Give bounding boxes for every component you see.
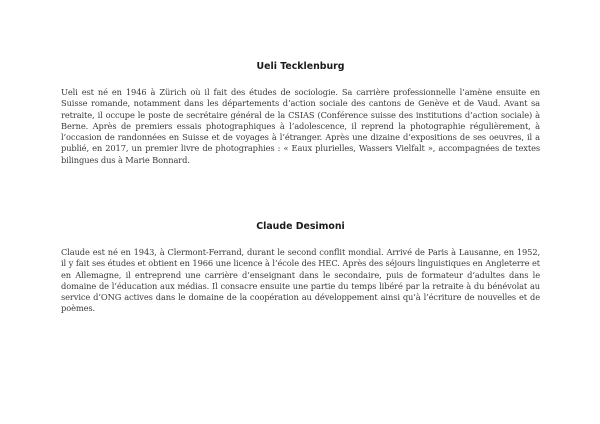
- bio-paragraph: Ueli est né en 1946 à Zürich où il fait des études de sociologie. Sa carrière professionnelle l’amène ensuite en Suisse romande, notamment dans les départements d’action sociale des cantons de Genève et de Vaud. Avant sa retraite, il occupe le poste de secrétaire général de la CSIAS (Conférence suisse des institutions d’action sociale) à Berne. Après de premiers essais photographiques à l’adolescence, il reprend la photographie régulièrement, à l’occasion de randonnées en Suisse et de voyages à l’étranger. Après une dizaine d’expositions de ses oeuvres, il a publié, en 2017, un premier livre de photographies : « Eaux plurielles, Wassers Vielfalt », accompagnées de textes bilingues dus à Marie Bonnard.: [61, 87, 540, 165]
- bio-paragraph: Claude est né en 1943, à Clermont-Ferrand, durant le second conflit mondial. Arrivé de Paris à Lausanne, en 1952, il y fait ses études et obtient en 1966 une licence à l’école des HEC. Après des séjours linguistiques en Angleterre et en Allemagne, il entreprend une carrière d’enseignant dans le secondaire, puis de formateur d’adultes dans le domaine de l’éducation aux médias. Il consacre ensuite une partie du temps libéré par la retraite à du bénévolat au service d’ONG actives dans le domaine de la coopération au développement ainsi qu’à l’écriture de nouvelles et de poèmes.: [61, 247, 540, 314]
- bio-name-heading: Claude Desimoni: [256, 221, 345, 232]
- bio-section-claude-desimoni: [61, 221, 540, 315]
- bio-name-heading: Ueli Tecklenburg: [256, 61, 345, 72]
- bio-section-ueli-tecklenburg: [61, 61, 540, 166]
